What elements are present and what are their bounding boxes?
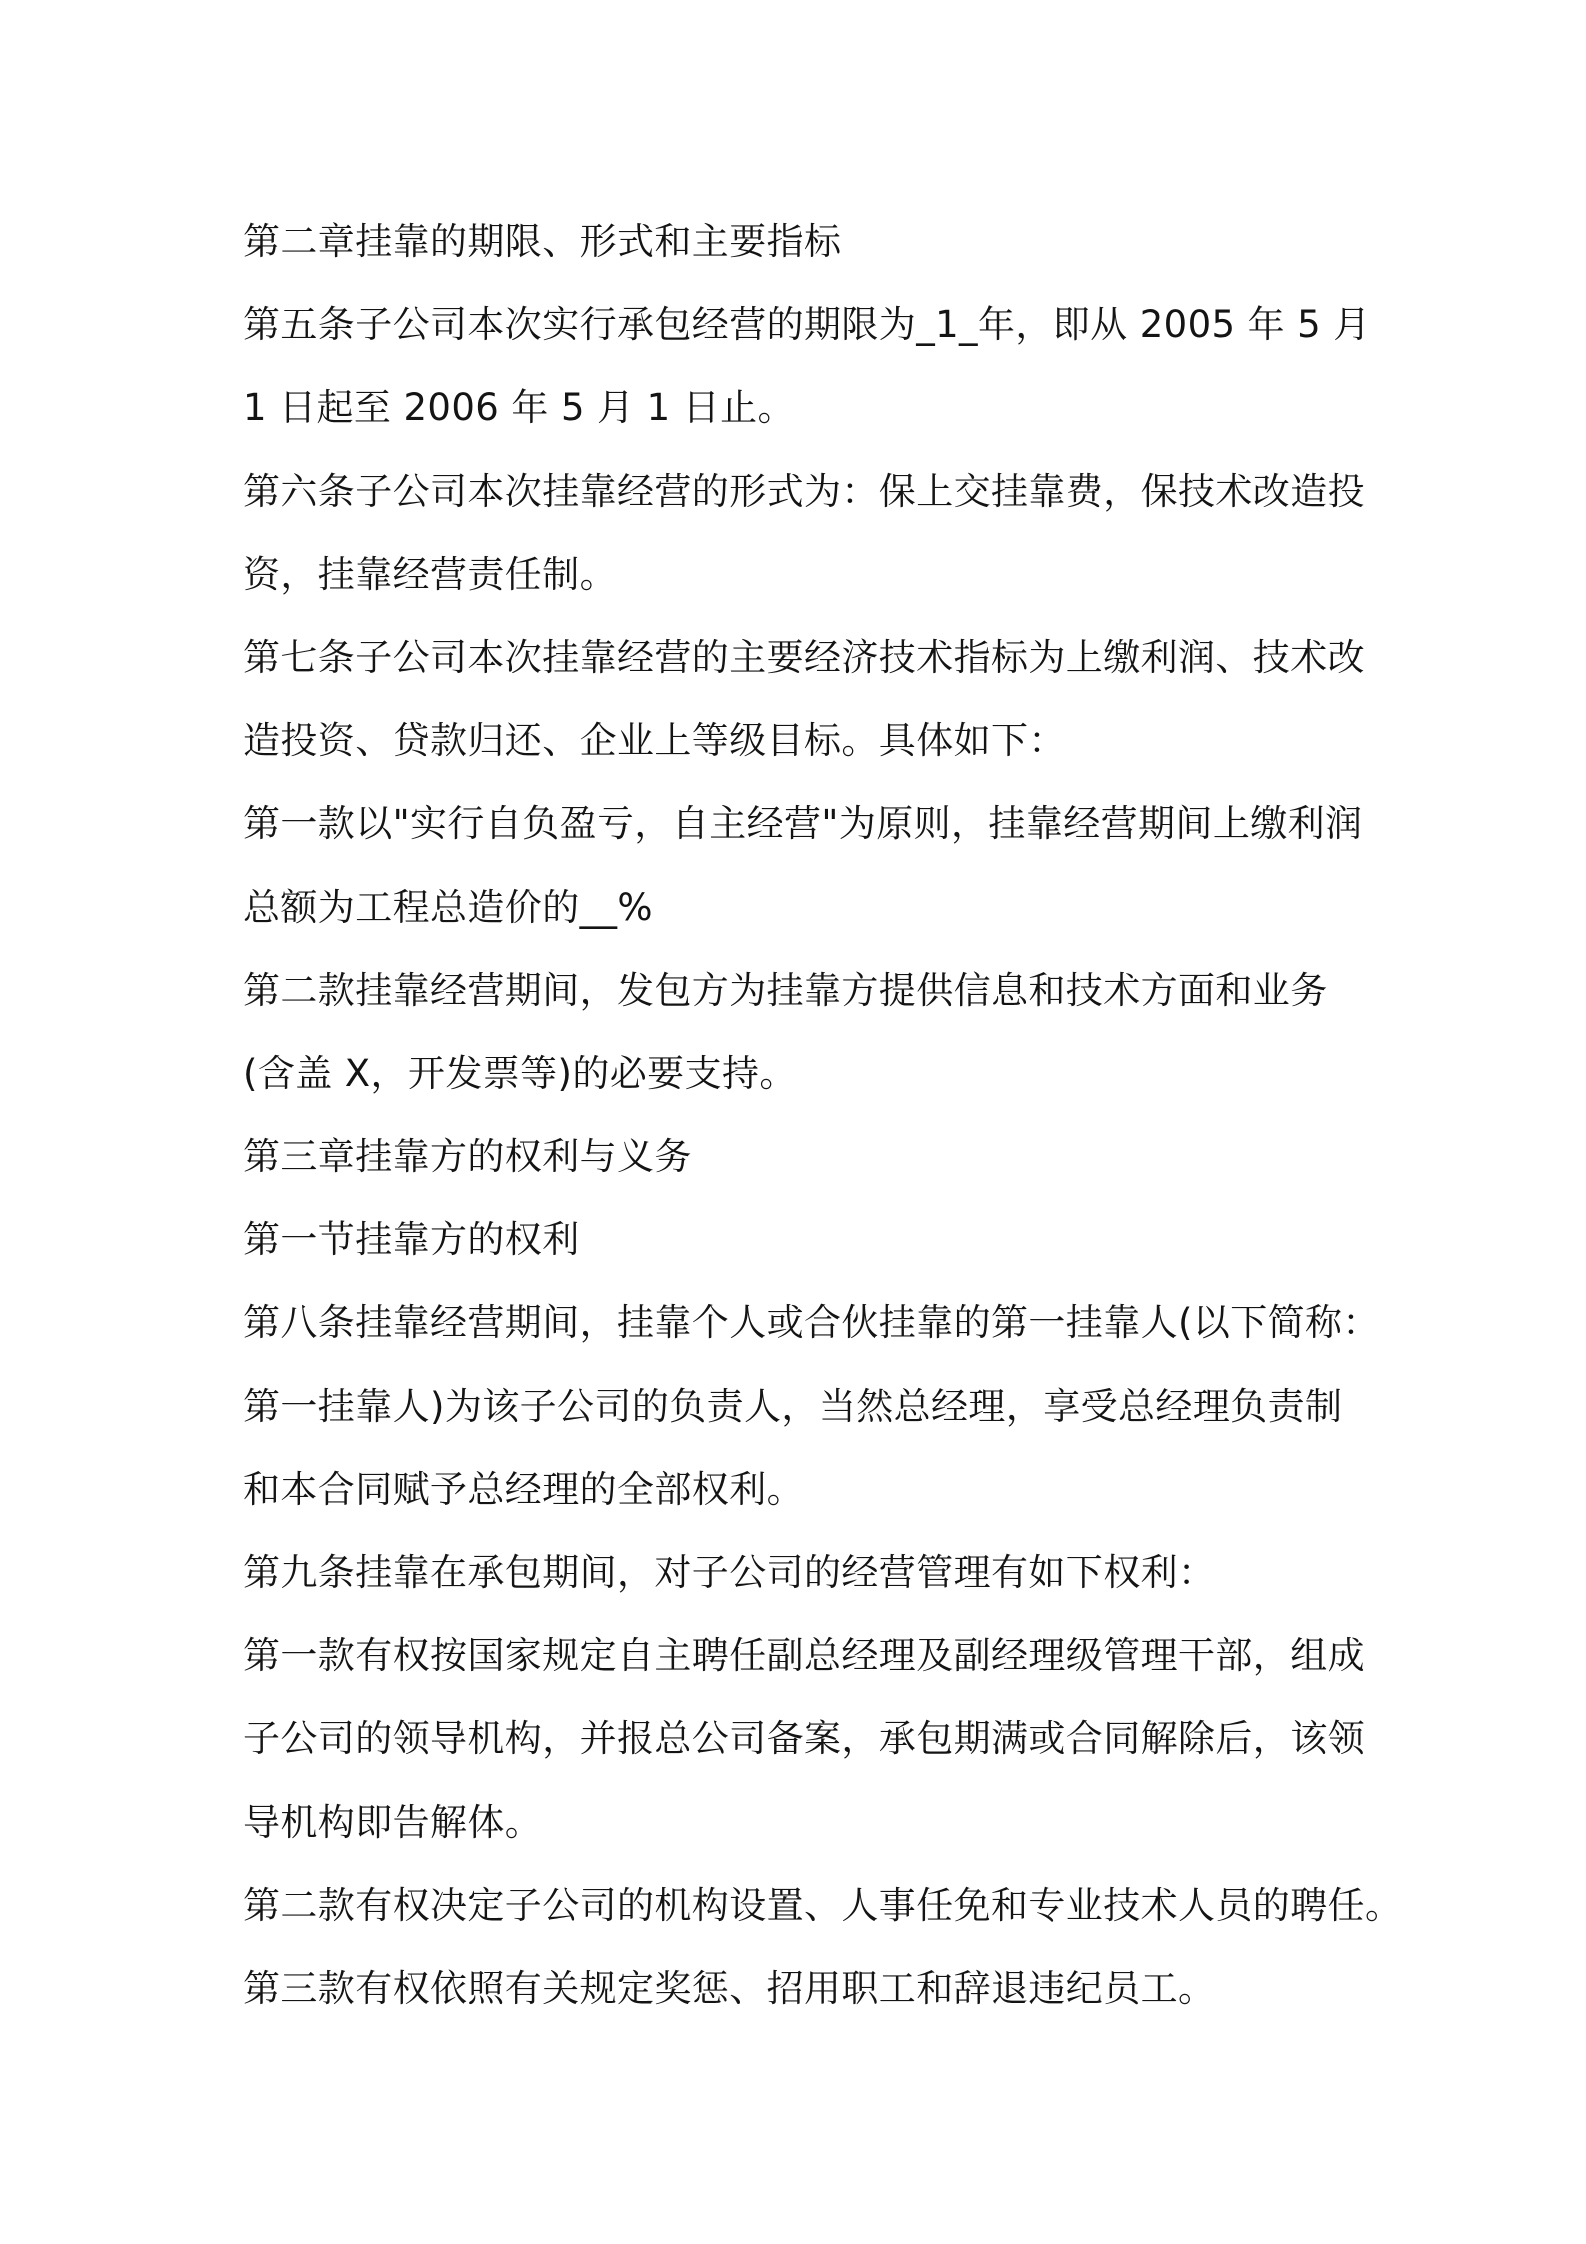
- text-line: 总额为工程总造价的__%: [243, 885, 653, 929]
- document-body: [243, 200, 1403, 2030]
- text-line: 第六条子公司本次挂靠经营的形式为：保上交挂靠费，保技术改造投: [243, 469, 1365, 513]
- paragraph: [243, 616, 1373, 782]
- text-line: 第一挂靠人)为该子公司的负责人，当然总经理，享受总经理负责制: [243, 1384, 1343, 1428]
- paragraph: [243, 1198, 1373, 1281]
- text-line: 第五条子公司本次实行承包经营的期限为_1_年，即从 2005 年 5 月: [243, 303, 1371, 347]
- paragraph: [243, 1281, 1380, 1531]
- text-line: 1 日起至 2006 年 5 月 1 日止。: [243, 386, 795, 430]
- text-line: 第七条子公司本次挂靠经营的主要经济技术指标为上缴利润、技术改: [243, 635, 1365, 679]
- text-line: 资，挂靠经营责任制。: [243, 552, 617, 596]
- paragraph: [243, 1864, 1403, 1947]
- text-line: 第一款有权按国家规定自主聘任副总经理及副经理级管理干部，组成: [243, 1634, 1365, 1678]
- text-line: 第三款有权依照有关规定奖惩、招用职工和辞退违纪员工。: [243, 1966, 1216, 2010]
- paragraph: [243, 1947, 1373, 2030]
- paragraph: [243, 1531, 1373, 1614]
- text-line: (含盖 X，开发票等)的必要支持。: [243, 1051, 797, 1095]
- paragraph: [243, 949, 1373, 1115]
- text-line: 第九条挂靠在承包期间，对子公司的经营管理有如下权利：: [243, 1551, 1216, 1594]
- text-line: 第一款以"实行自负盈亏，自主经营"为原则，挂靠经营期间上缴利润: [243, 802, 1363, 846]
- text-line: 第一节挂靠方的权利: [243, 1218, 580, 1262]
- paragraph: [243, 1614, 1373, 1864]
- text-line: 第二款有权决定子公司的机构设置、人事任免和专业技术人员的聘任。: [243, 1883, 1403, 1927]
- paragraph: [243, 283, 1373, 449]
- text-line: 和本合同赋予总经理的全部权利。: [243, 1467, 804, 1511]
- paragraph: [243, 200, 1373, 283]
- text-line: 第八条挂靠经营期间，挂靠个人或合伙挂靠的第一挂靠人(以下简称：: [243, 1301, 1380, 1345]
- paragraph: [243, 782, 1373, 948]
- text-line: 造投资、贷款归还、企业上等级目标。具体如下：: [243, 719, 1066, 763]
- text-line: 第二章挂靠的期限、形式和主要指标: [243, 220, 842, 263]
- paragraph: [243, 450, 1373, 616]
- paragraph: [243, 1115, 1373, 1198]
- text-line: 第三章挂靠方的权利与义务: [243, 1135, 692, 1179]
- text-line: 第二款挂靠经营期间，发包方为挂靠方提供信息和技术方面和业务: [243, 968, 1328, 1012]
- text-line: 导机构即告解体。: [243, 1800, 543, 1844]
- text-line: 子公司的领导机构，并报总公司备案，承包期满或合同解除后，该领: [243, 1717, 1365, 1761]
